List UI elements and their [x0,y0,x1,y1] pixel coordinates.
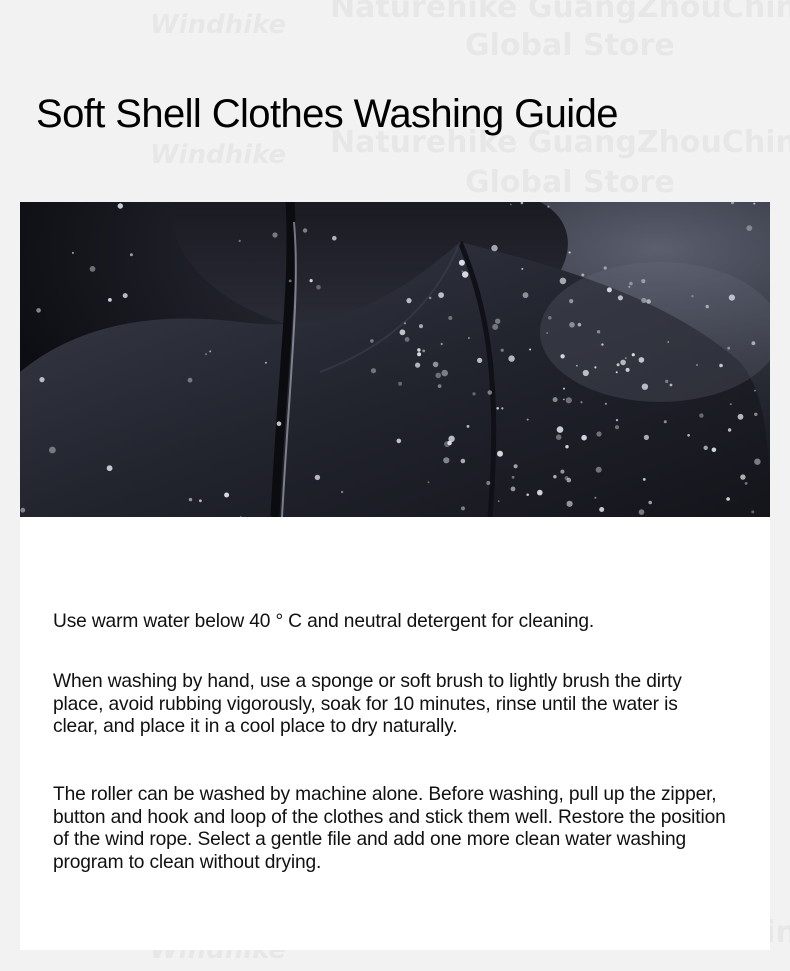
water-droplet [130,253,133,256]
water-droplet [567,501,573,507]
water-droplet [580,401,582,403]
water-droplet [563,388,565,390]
water-droplet [569,322,575,328]
water-droplet [433,362,439,368]
water-droplet [687,434,690,437]
watermark-store-sub [465,165,675,200]
water-droplet [691,295,693,297]
hero-image [20,202,770,517]
water-droplet [617,363,620,366]
water-droplet [498,500,500,502]
water-droplet [508,355,514,361]
water-droplet [289,280,292,283]
water-droplet [565,445,568,448]
water-droplet [556,434,562,440]
water-droplet [615,425,619,429]
water-droplet [753,203,755,205]
water-droplet [107,465,113,471]
water-droplet [448,316,452,320]
water-droplet [526,493,529,496]
water-droplet [510,204,512,206]
water-droplet [738,414,744,420]
water-droplet [417,352,421,356]
water-droplet [492,324,498,330]
water-droplet [422,350,425,353]
rain-jacket-illustration [20,202,770,517]
water-droplet [486,481,490,485]
water-droplet [605,403,607,405]
water-droplet [644,435,649,440]
water-droplet [341,491,343,493]
water-droplet [696,364,698,366]
water-droplet [417,348,420,351]
water-droplet [704,446,708,450]
water-droplet [729,295,735,301]
water-droplet [514,464,518,468]
water-droplet [641,298,646,303]
water-droplet [497,451,503,457]
water-droplet [601,343,603,345]
water-droplet [596,431,601,436]
water-droplet [20,508,25,513]
water-droplet [496,407,499,410]
water-droplet [90,266,96,272]
water-droplet [467,425,470,428]
water-droplet [239,240,241,242]
water-droplet [670,384,673,387]
water-droplet [547,206,549,208]
water-droplet [398,382,402,386]
water-droplet [553,397,558,402]
water-droplet [625,357,627,359]
water-droplet [188,378,193,383]
water-droplet [404,322,406,324]
water-droplet [209,350,211,352]
water-droplet [665,380,668,383]
instruction-paragraph: When washing by hand, use a sponge or soft brush to lightly brush the dirty place, avoid rubbing vigorously, soak for 10 minutes, rinse until the water is clear, and place it in a cool place to dry naturally. [53,671,682,737]
water-droplet [462,271,468,277]
water-droplet [272,232,277,237]
water-droplet [616,419,618,421]
water-droplet [332,236,337,241]
water-droplet [265,362,267,364]
water-droplet [461,459,466,464]
water-droplet [754,413,757,416]
water-droplet [488,390,493,395]
water-droplet [628,286,630,288]
water-droplet [752,341,756,345]
water-droplet [706,305,709,308]
water-droplet [448,436,454,442]
water-droplet [553,475,556,478]
water-droplet [371,368,376,373]
water-droplet [415,363,420,368]
water-droplet [560,354,564,358]
page-title: Soft Shell Clothes Washing Guide [36,92,618,136]
water-droplet [419,324,423,328]
water-droplet [632,353,635,356]
water-droplet [566,397,572,403]
water-droplet [303,228,307,232]
water-droplet [576,365,578,367]
water-droplet [565,476,569,480]
water-droplet [39,377,44,382]
water-droplet [642,384,648,390]
water-droplet [521,268,523,270]
water-droplet [118,203,123,208]
water-droplet [581,274,584,277]
water-droplet [406,298,411,303]
watermark-logo [150,140,286,170]
water-droplet [548,316,552,320]
water-droplet [745,482,748,485]
water-droplet [429,297,431,299]
water-droplet [594,366,596,368]
water-droplet [746,225,752,231]
watermark-store [330,0,790,25]
water-droplet [370,339,374,343]
water-droplet [639,509,645,515]
water-droplet [512,476,515,479]
water-droplet [581,435,587,441]
water-droplet [441,343,443,345]
water-droplet [397,439,402,444]
water-droplet [751,510,754,513]
water-droplet [597,330,600,333]
water-droplet [618,295,623,300]
water-droplet [719,364,723,368]
water-droplet [730,403,732,405]
water-droplet [727,347,730,350]
water-droplet [607,287,612,292]
water-droplet [435,373,441,379]
water-droplet [639,357,645,363]
water-droplet [529,349,531,351]
water-droplet [754,390,756,392]
water-droplet [616,371,618,373]
water-droplet [560,278,567,285]
water-droplet [36,308,41,313]
water-droplet [501,349,504,352]
water-droplet [441,370,448,377]
watermark-store-sub [465,28,675,63]
water-droplet [641,279,645,283]
water-droplet [491,245,497,251]
water-droplet [728,428,731,431]
instruction-paragraph: The roller can be washed by machine alone. Before washing, pull up the zipper, button and hook and loop of the clothes and stick them well. Restore the position of the wind rope. Select a gentle file and add one more clean water washing program to clean without drying. [53,784,726,873]
water-droplet [477,358,482,363]
water-droplet [438,292,444,298]
water-droplet [527,419,529,421]
water-droplet [277,421,282,426]
water-droplet [583,370,589,376]
water-droplet [648,501,652,505]
water-droplet [569,251,571,253]
water-droplet [596,467,602,473]
water-droplet [72,252,74,254]
water-droplet [472,392,475,395]
water-droplet [224,493,229,498]
water-droplet [646,299,651,304]
water-droplet [578,323,582,327]
water-droplet [557,426,564,433]
water-droplet [537,490,543,496]
water-droplet [461,506,465,510]
water-droplet [511,487,516,492]
water-droplet [604,266,607,269]
water-droplet [400,329,406,335]
water-droplet [123,293,128,298]
water-droplet [495,319,500,324]
water-droplet [523,292,529,298]
water-droplet [108,298,112,302]
water-droplet [664,420,667,423]
water-droplet [438,384,442,388]
water-droplet [189,498,192,501]
water-droplet [405,337,410,342]
water-droplet [754,459,760,465]
water-droplet [315,475,320,480]
water-droplet [443,457,449,463]
watermark-logo [150,10,286,40]
water-droplet [468,337,470,339]
water-droplet [594,497,596,499]
water-droplet [563,399,565,401]
water-droplet [620,360,626,366]
water-droplet [459,260,465,266]
water-droplet [643,478,646,481]
water-droplet [205,353,207,355]
water-droplet [49,447,56,454]
water-droplet [428,481,430,483]
water-droplet [310,279,313,282]
water-droplet [740,474,745,479]
water-droplet [726,497,730,501]
water-droplet [626,368,630,372]
water-droplet [461,270,463,272]
water-droplet [546,332,548,334]
water-droplet [667,341,669,343]
water-droplet [316,285,321,290]
water-droplet [712,448,717,453]
water-droplet [501,407,503,409]
instruction-paragraph: Use warm water below 40 ° C and neutral detergent for cleaning. [53,611,595,632]
water-droplet [569,299,573,303]
water-droplet [699,413,703,417]
water-droplet [560,470,564,474]
water-droplet [629,282,633,286]
water-droplet [599,507,604,512]
water-droplet [199,499,202,502]
